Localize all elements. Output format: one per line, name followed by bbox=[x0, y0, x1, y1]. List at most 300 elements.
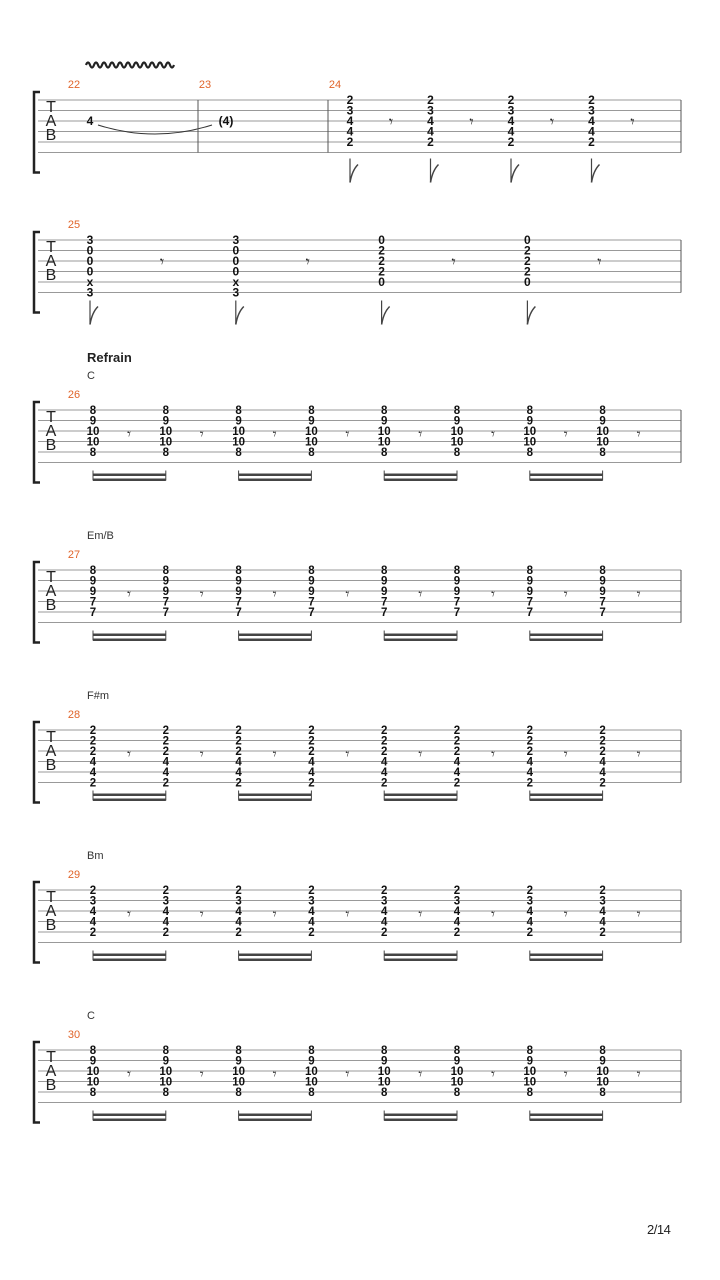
beam bbox=[93, 799, 166, 802]
fret-number: 8 bbox=[89, 1087, 97, 1099]
fret-number: 10 bbox=[596, 1066, 609, 1078]
fret-number: 8 bbox=[526, 405, 534, 417]
tab-clef-letter: B bbox=[45, 917, 57, 934]
fret-number: 10 bbox=[86, 1066, 100, 1078]
tab-clef-letter: T bbox=[46, 889, 56, 906]
fret-number: 10 bbox=[377, 436, 391, 449]
fret-number: 4 bbox=[235, 906, 242, 918]
fret-number: 2 bbox=[526, 885, 534, 897]
fret-number: 2 bbox=[235, 927, 242, 939]
fret-number: 7 bbox=[308, 607, 315, 619]
fret-number: 4 bbox=[308, 916, 315, 929]
sixteenth-rest: 𝄾 bbox=[345, 746, 350, 763]
eighth-rest: 𝄾 bbox=[388, 114, 394, 131]
fret-number: 2 bbox=[380, 927, 388, 939]
note-flag bbox=[511, 165, 519, 183]
fret-number: 4 bbox=[308, 756, 315, 769]
fret-number: 4 bbox=[235, 756, 242, 769]
measure-number: 30 bbox=[67, 1029, 81, 1041]
system-bracket bbox=[34, 232, 40, 313]
sixteenth-rest: 𝄾 bbox=[563, 906, 568, 923]
fret-number: 10 bbox=[159, 436, 173, 449]
fret-number: 2 bbox=[599, 927, 606, 939]
fret-number: 2 bbox=[599, 725, 606, 737]
fret-number: 2 bbox=[588, 135, 595, 149]
fret-number: 8 bbox=[453, 1087, 461, 1099]
fret-number: 7 bbox=[162, 596, 170, 609]
fret-number: 0 bbox=[524, 233, 531, 247]
fret-number: 8 bbox=[526, 1045, 534, 1057]
fret-number: 9 bbox=[526, 415, 534, 428]
fret-number: 9 bbox=[599, 575, 606, 588]
tab-system bbox=[0, 1000, 720, 1130]
fret-number: 8 bbox=[380, 1045, 388, 1057]
sixteenth-rest: 𝄾 bbox=[272, 426, 277, 443]
beam bbox=[93, 1119, 166, 1122]
fret-number: 10 bbox=[450, 1066, 464, 1078]
eighth-rest: 𝄾 bbox=[597, 254, 602, 271]
fret-number: 4 bbox=[427, 114, 434, 128]
fret-number: 2 bbox=[89, 777, 97, 790]
fret-number: 9 bbox=[235, 415, 242, 428]
fret-number: 9 bbox=[380, 1055, 388, 1068]
fret-number: 8 bbox=[235, 1045, 242, 1057]
beam bbox=[239, 634, 312, 637]
eighth-rest: 𝄾 bbox=[549, 114, 555, 131]
fret-number: 9 bbox=[308, 1055, 315, 1068]
fret-number: 2 bbox=[162, 885, 170, 897]
fret-number: 4 bbox=[380, 767, 388, 779]
beam bbox=[530, 1114, 603, 1117]
tab-clef-letter: T bbox=[46, 99, 56, 116]
system-bracket bbox=[34, 562, 40, 643]
fret-number: 7 bbox=[599, 596, 606, 609]
fret-number: 8 bbox=[380, 405, 388, 417]
system-bracket bbox=[34, 722, 40, 803]
fret-number: 2 bbox=[524, 243, 531, 258]
fret-number: 8 bbox=[526, 447, 534, 459]
eighth-rest: 𝄾 bbox=[305, 254, 310, 271]
note-flag bbox=[592, 165, 600, 183]
eighth-rest: 𝄾 bbox=[469, 114, 474, 131]
fret-number: 4 bbox=[162, 767, 170, 779]
fret-number: 2 bbox=[524, 254, 531, 268]
measure-number: 29 bbox=[67, 869, 81, 881]
fret-number: 0 bbox=[86, 243, 94, 258]
fret-number: 10 bbox=[450, 426, 464, 438]
fret-number: 2 bbox=[89, 735, 97, 748]
fret-number: 2 bbox=[380, 885, 388, 897]
fret-number: 2 bbox=[380, 777, 388, 790]
tab-clef-letter: T bbox=[46, 239, 56, 256]
fret-number: 2 bbox=[235, 885, 242, 897]
fret-number: 9 bbox=[89, 415, 97, 428]
fret-number: 4 bbox=[162, 756, 170, 769]
measure-number: 26 bbox=[67, 389, 81, 401]
fret-number: 2 bbox=[162, 725, 170, 737]
fret-number: 8 bbox=[89, 447, 97, 459]
sixteenth-rest: 𝄾 bbox=[127, 426, 131, 443]
fret-number: 7 bbox=[526, 607, 534, 619]
fret-number: 10 bbox=[305, 436, 318, 449]
tab-clef-letter: A bbox=[45, 113, 57, 130]
sixteenth-rest: 𝄾 bbox=[345, 906, 350, 923]
fret-number: 0 bbox=[232, 264, 240, 279]
chord-name: C bbox=[87, 370, 95, 382]
fret-number: 9 bbox=[599, 1055, 606, 1068]
fret-number: 4 bbox=[89, 906, 97, 918]
fret-number: 9 bbox=[526, 575, 534, 588]
sixteenth-rest: 𝄾 bbox=[272, 586, 277, 603]
fret-number: 2 bbox=[378, 254, 385, 268]
fret-number: 9 bbox=[235, 1055, 242, 1068]
beam bbox=[384, 479, 457, 482]
fret-number: 4 bbox=[162, 906, 170, 918]
fret-number: 10 bbox=[159, 1066, 173, 1078]
beam bbox=[93, 954, 166, 957]
sixteenth-rest: 𝄾 bbox=[563, 426, 568, 443]
fret-number: 2 bbox=[453, 777, 461, 790]
fret-number: 3 bbox=[86, 233, 94, 247]
fret-number: 10 bbox=[377, 1076, 391, 1089]
beam bbox=[239, 1114, 312, 1117]
fret-number: x bbox=[232, 275, 240, 289]
fret-number: 10 bbox=[86, 436, 100, 449]
fret-number: 9 bbox=[89, 1055, 97, 1068]
beam bbox=[384, 1119, 457, 1122]
fret-number: 2 bbox=[308, 735, 315, 748]
fret-number: 8 bbox=[599, 405, 606, 417]
fret-number: 8 bbox=[235, 565, 242, 577]
tab-system bbox=[0, 520, 720, 650]
fret-number: 3 bbox=[526, 895, 534, 908]
fret-number: 2 bbox=[453, 927, 461, 939]
measure-number: 25 bbox=[67, 219, 81, 231]
beam bbox=[239, 639, 312, 642]
fret-number: 8 bbox=[162, 447, 170, 459]
fret-number: x bbox=[86, 275, 94, 289]
fret-number: 2 bbox=[507, 93, 515, 107]
fret-number: 3 bbox=[380, 895, 388, 908]
fret-number: 8 bbox=[308, 405, 315, 417]
sixteenth-rest: 𝄾 bbox=[199, 906, 204, 923]
fret-number: 4 bbox=[89, 767, 97, 779]
fret-number: 2 bbox=[89, 746, 97, 758]
sixteenth-rest: 𝄾 bbox=[563, 586, 568, 603]
fret-number: 3 bbox=[453, 895, 461, 908]
fret-number: 9 bbox=[308, 586, 315, 598]
fret-number: 2 bbox=[453, 746, 461, 758]
fret-number: 8 bbox=[235, 447, 242, 459]
tab-system bbox=[0, 840, 720, 970]
fret-number: 2 bbox=[453, 735, 461, 748]
fret-number: 8 bbox=[308, 565, 315, 577]
fret-number: 8 bbox=[162, 1087, 170, 1099]
sixteenth-rest: 𝄾 bbox=[491, 746, 495, 763]
fret-number: 4 bbox=[526, 756, 534, 769]
tab-clef-letter: A bbox=[45, 423, 57, 440]
fret-number: 2 bbox=[526, 927, 534, 939]
fret-number: 2 bbox=[235, 725, 242, 737]
sixteenth-rest: 𝄾 bbox=[636, 586, 641, 603]
tab-staff bbox=[0, 1000, 720, 1200]
note-flag bbox=[382, 307, 390, 325]
fret-number: 7 bbox=[380, 607, 388, 619]
beam bbox=[384, 634, 457, 637]
fret-number: 9 bbox=[599, 415, 606, 428]
tab-clef-letter: A bbox=[45, 583, 57, 600]
fret-number: 9 bbox=[453, 415, 461, 428]
fret-number: 4 bbox=[588, 114, 595, 128]
fret-number: 3 bbox=[235, 895, 242, 908]
fret-number: 8 bbox=[380, 1087, 388, 1099]
beam bbox=[530, 799, 603, 802]
fret-number: 4 bbox=[599, 756, 606, 769]
fret-number: 10 bbox=[305, 1076, 318, 1089]
fret-number: 2 bbox=[308, 927, 315, 939]
beam bbox=[93, 474, 166, 477]
fret-number: 2 bbox=[162, 746, 170, 758]
sixteenth-rest: 𝄾 bbox=[345, 586, 350, 603]
fret-number: 10 bbox=[450, 1076, 464, 1089]
tab-staff bbox=[0, 345, 720, 545]
beam bbox=[384, 799, 457, 802]
tab-clef-letter: T bbox=[46, 409, 56, 426]
fret-number: 9 bbox=[89, 586, 97, 598]
fret-number: 9 bbox=[599, 586, 606, 598]
fret-number: 10 bbox=[232, 436, 245, 449]
fret-number: 8 bbox=[89, 405, 97, 417]
sixteenth-rest: 𝄾 bbox=[491, 1066, 495, 1083]
sixteenth-rest: 𝄾 bbox=[563, 746, 568, 763]
fret-number: 4 bbox=[526, 767, 534, 779]
fret-number: 7 bbox=[235, 596, 242, 609]
measure-number: 22 bbox=[67, 79, 81, 91]
fret-number: 4 bbox=[453, 906, 461, 918]
fret-number: 4 bbox=[89, 916, 97, 929]
beam bbox=[384, 474, 457, 477]
beam bbox=[384, 954, 457, 957]
fret-number: 0 bbox=[378, 275, 385, 289]
fret-number: 10 bbox=[596, 436, 609, 449]
beam bbox=[239, 474, 312, 477]
fret-number: 9 bbox=[453, 575, 461, 588]
fret-number: 4 bbox=[346, 114, 354, 128]
sixteenth-rest: 𝄾 bbox=[199, 1066, 204, 1083]
note-flag bbox=[527, 307, 535, 325]
fret-number: 2 bbox=[453, 725, 461, 737]
fret-number: 7 bbox=[526, 596, 534, 609]
fret-number: 2 bbox=[427, 93, 434, 107]
fret-number: 2 bbox=[588, 93, 595, 107]
fret-number: 2 bbox=[346, 135, 354, 149]
fret-number: 0 bbox=[86, 254, 94, 268]
tab-system bbox=[0, 680, 720, 810]
sixteenth-rest: 𝄾 bbox=[127, 906, 131, 923]
fret-number: 8 bbox=[89, 1045, 97, 1057]
fret-number: 2 bbox=[599, 746, 606, 758]
fret-number: 8 bbox=[453, 565, 461, 577]
fret-number: 4 bbox=[526, 906, 534, 918]
fret-number: 3 bbox=[89, 895, 97, 908]
fret-number: 10 bbox=[377, 426, 391, 438]
fret-number: 4 bbox=[599, 916, 606, 929]
fret-number: 8 bbox=[162, 565, 170, 577]
fret-number: 2 bbox=[526, 735, 534, 748]
beam bbox=[530, 639, 603, 642]
beam bbox=[530, 954, 603, 957]
fret-number: 0 bbox=[378, 233, 385, 247]
fret-number: 8 bbox=[235, 405, 242, 417]
tie-arc bbox=[98, 125, 212, 134]
fret-number: 0 bbox=[232, 254, 240, 268]
sixteenth-rest: 𝄾 bbox=[418, 746, 423, 763]
fret-number: 7 bbox=[599, 607, 606, 619]
fret-number: 2 bbox=[599, 777, 606, 790]
fret-number: 7 bbox=[89, 596, 97, 609]
fret-number: 2 bbox=[308, 746, 315, 758]
sixteenth-rest: 𝄾 bbox=[127, 746, 131, 763]
tab-clef-letter: A bbox=[45, 253, 57, 270]
fret-number: 2 bbox=[507, 135, 515, 149]
sixteenth-rest: 𝄾 bbox=[636, 426, 641, 443]
fret-number: 2 bbox=[427, 135, 434, 149]
fret-number: 10 bbox=[523, 1076, 537, 1089]
fret-number: 4 bbox=[380, 916, 388, 929]
sixteenth-rest: 𝄾 bbox=[636, 1066, 641, 1083]
sixteenth-rest: 𝄾 bbox=[345, 426, 350, 443]
tab-clef-letter: T bbox=[46, 1049, 56, 1066]
fret-number: 0 bbox=[524, 275, 531, 289]
fret-number: 2 bbox=[599, 735, 606, 748]
fret-number: 4 bbox=[308, 906, 315, 918]
fret-number: 3 bbox=[232, 233, 240, 247]
sixteenth-rest: 𝄾 bbox=[636, 746, 641, 763]
fret-number: 8 bbox=[453, 405, 461, 417]
fret-number: 2 bbox=[378, 264, 385, 279]
sixteenth-rest: 𝄾 bbox=[345, 1066, 350, 1083]
fret-number: 9 bbox=[380, 586, 388, 598]
sixteenth-rest: 𝄾 bbox=[491, 906, 495, 923]
fret-number: 9 bbox=[380, 415, 388, 428]
note-flag bbox=[431, 165, 439, 183]
chord-name: Em/B bbox=[87, 530, 114, 542]
fret-number: 8 bbox=[308, 1045, 315, 1057]
beam bbox=[530, 634, 603, 637]
fret-number: 4 bbox=[588, 124, 595, 139]
beam bbox=[239, 479, 312, 482]
tab-system bbox=[0, 345, 720, 475]
fret-number: 8 bbox=[235, 1087, 242, 1099]
sixteenth-rest: 𝄾 bbox=[272, 1066, 277, 1083]
fret-number: 8 bbox=[599, 447, 606, 459]
fret-number: 4 bbox=[453, 756, 461, 769]
sixteenth-rest: 𝄾 bbox=[418, 1066, 423, 1083]
fret-number: 9 bbox=[453, 1055, 461, 1068]
chord-name: Bm bbox=[87, 850, 104, 862]
fret-number: 2 bbox=[308, 885, 315, 897]
fret-number: 3 bbox=[599, 895, 606, 908]
fret-number: 2 bbox=[599, 885, 606, 897]
fret-number: 2 bbox=[380, 735, 388, 748]
fret-number: 9 bbox=[89, 575, 97, 588]
fret-number: 2 bbox=[89, 927, 97, 939]
beam bbox=[384, 794, 457, 797]
fret-number: 7 bbox=[453, 607, 461, 619]
note-flag bbox=[236, 307, 244, 325]
eighth-rest: 𝄾 bbox=[630, 114, 635, 131]
fret-number: 3 bbox=[86, 285, 94, 300]
fret-number: 9 bbox=[380, 575, 388, 588]
tab-clef-letter: A bbox=[45, 1063, 57, 1080]
chord-name: C bbox=[87, 1010, 95, 1022]
fret-number: 9 bbox=[308, 415, 315, 428]
fret-number: 9 bbox=[308, 575, 315, 588]
fret-number: 7 bbox=[89, 607, 97, 619]
fret-number: 2 bbox=[89, 885, 97, 897]
beam bbox=[239, 799, 312, 802]
beam bbox=[530, 474, 603, 477]
fret-number: 7 bbox=[380, 596, 388, 609]
fret-number: 10 bbox=[86, 426, 100, 438]
fret-number: 7 bbox=[235, 607, 242, 619]
measure-number: 24 bbox=[328, 79, 342, 91]
sixteenth-rest: 𝄾 bbox=[272, 906, 277, 923]
fret-number: 0 bbox=[86, 264, 94, 279]
beam bbox=[530, 479, 603, 482]
beam bbox=[93, 794, 166, 797]
note-flag bbox=[350, 165, 358, 183]
fret-number: 3 bbox=[232, 285, 240, 300]
page-number: 2/14 bbox=[647, 1222, 671, 1237]
tab-clef-letter: T bbox=[46, 569, 56, 586]
tab-clef-letter: B bbox=[45, 437, 57, 454]
fret-number: 8 bbox=[380, 565, 388, 577]
fret-number: 3 bbox=[308, 895, 315, 908]
fret-number: 9 bbox=[235, 586, 242, 598]
fret-number: 8 bbox=[599, 1045, 606, 1057]
system-bracket bbox=[34, 92, 40, 173]
fret-number: 4 bbox=[427, 124, 434, 139]
beam bbox=[93, 639, 166, 642]
fret-number: 4 bbox=[235, 767, 242, 779]
fret-number: 8 bbox=[526, 1087, 534, 1099]
fret-number: 9 bbox=[235, 575, 242, 588]
fret-number: 8 bbox=[89, 565, 97, 577]
fret-number: 2 bbox=[380, 746, 388, 758]
fret-number: 10 bbox=[159, 1076, 173, 1089]
fret-number: 8 bbox=[308, 1087, 315, 1099]
fret-number: 2 bbox=[308, 725, 315, 737]
beam bbox=[93, 959, 166, 962]
fret-number: 2 bbox=[526, 746, 534, 758]
fret-number: 4 bbox=[380, 756, 388, 769]
vibrato-mark bbox=[86, 63, 174, 68]
beam bbox=[239, 1119, 312, 1122]
measure-number: 28 bbox=[67, 709, 81, 721]
tab-clef-letter: T bbox=[46, 729, 56, 746]
tab-clef-letter: A bbox=[45, 743, 57, 760]
fret-number: 9 bbox=[453, 586, 461, 598]
fret-number: 2 bbox=[524, 264, 531, 279]
fret-number: 9 bbox=[162, 415, 170, 428]
sixteenth-rest: 𝄾 bbox=[563, 1066, 568, 1083]
fret-number: 8 bbox=[162, 405, 170, 417]
fret-number: 4 bbox=[346, 124, 354, 139]
fret-number: 4 bbox=[308, 767, 315, 779]
fret-number: 2 bbox=[346, 93, 354, 107]
beam bbox=[93, 479, 166, 482]
